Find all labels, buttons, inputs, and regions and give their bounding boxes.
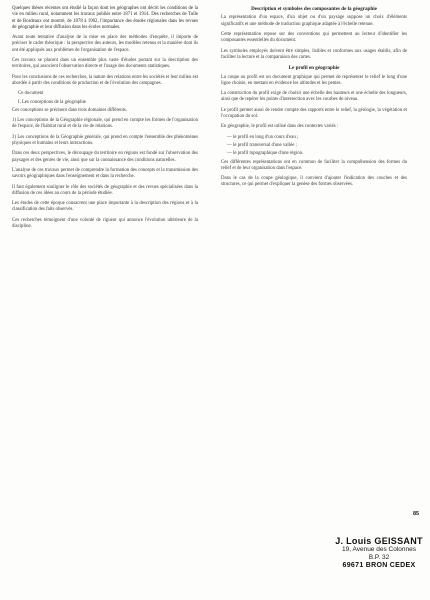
section-heading: Le profil en géographie	[288, 65, 340, 72]
paragraph: Ces recherches témoignent d'une volonté de rigueur qui annonce l'évolution ultérieure de la discipline.	[12, 217, 198, 230]
address-block	[334, 536, 424, 569]
paragraph: Pour les conclusions de ces recherches, la nature des relations entre les sociétés et leur milieu est abordée à partir des conditions de production et de l'évolution des campagnes.	[12, 74, 198, 86]
paragraph: Le profil permet aussi de rendre compte des rapports entre le relief, la géologie, la végétation et l'occupation du sol.	[221, 107, 407, 120]
page-number: 85	[413, 511, 420, 517]
paragraph: Avant toute tentative d'analyse de la mise en place des méthodes d'enquête, il importe de préciser le cadre théorique : la perspective des auteurs, les modèles retenus et la manière dont ils ont été appliqués aux problèmes de l'organisation de l'espace.	[12, 35, 198, 53]
paragraph: Les symboles employés doivent être simples, lisibles et conformes aux usages établis, afin de faciliter la lecture et la comparaison des cartes.	[221, 48, 407, 60]
paragraph: Il faut également souligner le rôle des sociétés de géographie et des revues spécialisées dans la diffusion de ces idées au cours de la période étudiée.	[12, 184, 198, 196]
paragraph: 2) Les conceptions de la Géographie générale, qui prend en compte l'ensemble des phénomènes physiques et humains et leurs interactions.	[12, 134, 198, 147]
list-item: — le profil en long d'un cours d'eau ;	[227, 134, 299, 140]
paragraph: Ces différentes représentations ont en commun de faciliter la compréhension des formes du relief et de leur organisation dans l'espace.	[221, 159, 407, 171]
subheading: Ce document	[18, 91, 44, 97]
subheading: I. Les conceptions de la géographie	[18, 99, 86, 105]
address-city: 69671 BRON CEDEX	[342, 562, 416, 569]
paragraph: L'analyse de ces travaux permet de comprendre la formation des concepts et la transmission des savoirs géographiques dans l'enseignement et dans la recherche.	[12, 167, 198, 180]
paragraph: Quelques thèses récentes ont étudié la façon dont les géographes ont décrit les conditions de la vie en milieu rural, notamment les travaux publiés entre 1871 et 1914. Des recherches de Tulle et de Bordeaux ont montré, de 1878 à 1902, l'importance des études régionales dans les revues de géographie et leur diffusion dans les écoles normales.	[12, 6, 198, 30]
address-po-box: B.P. 32	[368, 554, 390, 561]
paragraph: Ces travaux se placent dans un ensemble plus vaste d'études portant sur la description des territoires, qui associent l'observation directe et l'usage des documents statistiques.	[12, 58, 198, 70]
paragraph: Les études de cette époque consacrent une place importante à la description des régions et à la classification des faits observés.	[12, 201, 198, 213]
paragraph: 1) Les conceptions de la Géographie régionale, qui prend en compte les formes de l'organisation de l'espace, de l'habitat rural et de la vie de relations.	[12, 118, 198, 130]
right-column	[221, 6, 407, 193]
list-item: — le profil transversal d'une vallée ;	[227, 142, 297, 148]
paragraph: La coupe ou profil est un document graphique qui permet de représenter le relief le long d'une ligne choisie, en mettant en évidence les altitudes et les pentes.	[221, 74, 407, 86]
address-name: J. Louis GEISSANT	[335, 536, 423, 546]
section-heading: Description et symboles des composantes de la géographie	[251, 6, 377, 12]
paragraph: La représentation d'un espace, d'un objet ou d'un paysage suppose un choix d'éléments significatifs et une méthode de traduction graphique adaptée à l'échelle retenue.	[221, 15, 407, 27]
address-street: 19, Avenue des Colonnes	[342, 546, 416, 553]
paragraph: Dans ces deux perspectives, le découpage du territoire en régions est fondé sur l'observation des paysages et des genres de vie, ainsi que sur la connaissance des conditions naturelles.	[12, 151, 198, 163]
paragraph: Dans le cas de la coupe géologique, il convient d'ajouter l'indication des couches et des structures, ce qui permet d'expliquer la genèse des formes observées.	[221, 176, 407, 188]
paragraph: Cette représentation repose sur des conventions qui permettent au lecteur d'identifier les composantes essentielles du document.	[221, 32, 407, 44]
left-column	[12, 6, 198, 234]
paragraph: Ces conceptions se précisent dans trois domaines différents.	[12, 107, 128, 113]
paragraph: La construction du profil exige de choisir une échelle des hauteurs et une échelle des longueurs, ainsi que de repérer les points d'intersection avec les courbes de niveau.	[221, 91, 407, 103]
list-item: — le profil topographique d'une région.	[227, 151, 304, 157]
paragraph: En géographie, le profil est utilisé dans des contextes variés :	[221, 124, 339, 130]
